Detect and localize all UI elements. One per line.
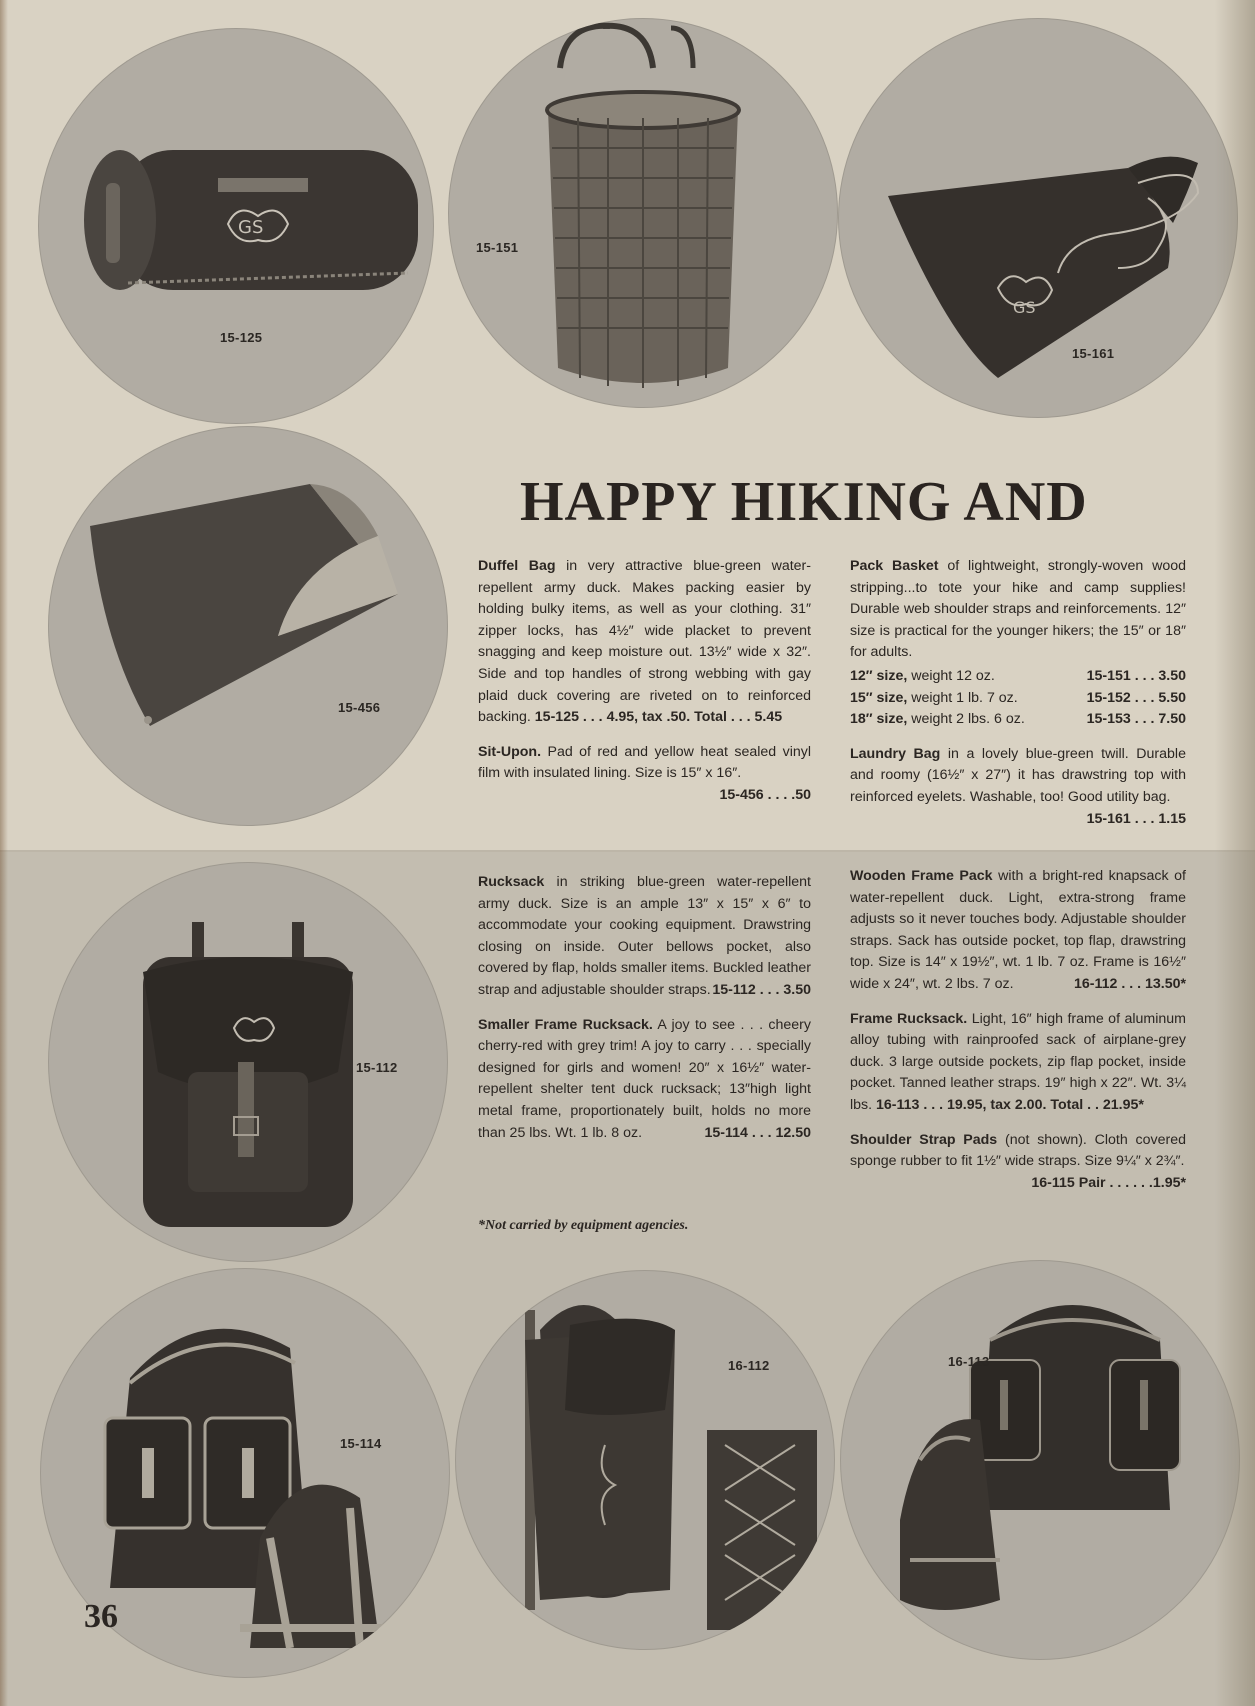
svg-text:GS: GS — [1013, 298, 1036, 317]
lower-left-column — [478, 872, 811, 1157]
wooden-frame-pack-photo — [455, 1270, 835, 1650]
rucksack-price: 15-112 . . . 3.50 — [712, 981, 811, 998]
shoulder-pads-price: 16-115 Pair . . . . . .1.95* — [1031, 1174, 1186, 1191]
duffel-text: in very attractive blue-green water-repellent army duck. Makes packing easier by holding bulky items, as well as your clothing. 31″ zipper locks, has 4½″ wide placket to prevent snagging and keep moisture out. 13½″ wide x 32″. Side and top handles of strong webbing with gay plaid duck covering are riveted on to reinforced backing. — [478, 558, 811, 726]
size-label: 18″ size, — [850, 711, 908, 728]
band-divider — [0, 850, 1255, 852]
shoulder-pads-description — [850, 1130, 1187, 1191]
size-weight: weight 12 oz. — [911, 667, 995, 684]
sit-upon-description — [478, 742, 811, 803]
sit-upon-name: Sit-Upon. — [478, 743, 542, 760]
laundry-code-label: 15-161 — [1072, 346, 1115, 361]
laundry-description — [850, 744, 1186, 827]
pack-basket-size-row — [850, 688, 1186, 710]
frame-rucksack-code-label: 16-113 — [948, 1354, 990, 1369]
laundry-bag-illustration — [838, 18, 1238, 418]
page-edge-left — [0, 0, 8, 1706]
duffel-code-label: 15-125 — [220, 330, 263, 345]
duffel-name: Duffel Bag — [478, 558, 556, 574]
sit-upon-photo — [48, 426, 448, 826]
smaller-frame-text: A joy to see . . . cheery cherry-red with grey trim! A joy to carry . . . specially designed for girls and women! 20″ x 16½″ water-repellent shelter tent duck rucksack; 13″high light metal frame, proportionately built, holds no more than 25 lbs. Wt. 1 lb. 8 oz. — [478, 1016, 811, 1141]
footnote: *Not carried by equipment agencies. — [478, 1218, 689, 1233]
smaller-frame-price: 15-114 . . . 12.50 — [704, 1124, 811, 1141]
laundry-text: in a lovely blue-green twill. Durable and roomy (16½″ x 27″) it has drawstring top with reinforced eyelets. Washable, too! Good utility bag. — [850, 745, 1186, 805]
smaller-frame-name: Smaller Frame Rucksack. — [478, 1016, 653, 1033]
frame-rucksack-description — [850, 1009, 1186, 1117]
pack-basket-photo — [448, 18, 838, 408]
duffel-bag-illustration — [38, 28, 434, 424]
frame-rucksack-text: Light, 16″ high frame of aluminum alloy tubing with rainproofed sack of airplane-grey duck. 3 large outside pockets, zip flap pocket, inside pocket. Tanned leather straps. 19″ high x 22″. Wt. 3¼ lbs. — [850, 1010, 1186, 1113]
duffel-price: 15-125 . . . 4.95, tax .50. Total . . . 5.45 — [534, 709, 783, 726]
frame-rucksack-name: Frame Rucksack. — [850, 1010, 968, 1027]
rucksack-text: in striking blue-green water-repellent army duck. Size is an ample 13″ x 15″ x 6″ to accommodate your cooking equipment. Drawstring closing on inside. Outer bellows pocket, also covered by flap, holds smaller items. Buckled leather strap and adjustable shoulder straps. — [478, 874, 811, 998]
shoulder-pads-text: (not shown). Cloth covered sponge rubber to fit 1½″ wide straps. Size 9¼″ x 2¾″. — [850, 1131, 1187, 1170]
svg-text:GS: GS — [238, 217, 264, 238]
page-edge-shadow — [1215, 0, 1255, 1706]
smaller-frame-description — [478, 1015, 811, 1145]
shoulder-pads-name: Shoulder Strap Pads — [850, 1131, 998, 1148]
laundry-name: Laundry Bag — [850, 745, 941, 762]
size-label: 12″ size, — [850, 667, 908, 684]
wooden-frame-price: 16-112 . . . 13.50* — [1073, 975, 1186, 992]
sit-upon-price: 15-456 . . . .50 — [719, 786, 811, 803]
sit-upon-code-label: 15-456 — [338, 700, 381, 715]
wooden-frame-code-label: 16-112 — [728, 1358, 770, 1373]
page-headline: HAPPY HIKING AND — [520, 471, 1088, 533]
size-price: 15-151 . . . 3.50 — [1086, 667, 1186, 684]
lower-right-column — [850, 866, 1186, 1194]
frame-rucksack-illustration — [840, 1260, 1240, 1660]
size-weight: weight 2 lbs. 6 oz. — [911, 711, 1025, 728]
pack-basket-illustration — [448, 18, 838, 408]
pack-basket-text: of lightweight, strongly-woven wood stripping...to tote your hike and camp supplies! Durable web shoulder straps and reinforcements. 12″ size is practical for the younger hikers; the 15″ or 18″ for adults. — [850, 558, 1187, 661]
upper-left-column — [478, 556, 811, 807]
sit-upon-illustration — [48, 426, 448, 826]
page-number: 36 — [84, 1598, 118, 1635]
sit-upon-text: Pad of red and yellow heat sealed vinyl film with insulated lining. Size is 15″ x 16″. — [478, 743, 811, 782]
size-weight: weight 1 lb. 7 oz. — [911, 689, 1018, 706]
pack-basket-size-row — [850, 666, 1186, 688]
rucksack-code-label: 15-112 — [356, 1060, 398, 1075]
pack-basket-size-row — [850, 709, 1186, 731]
upper-right-column — [850, 556, 1186, 830]
frame-rucksack-price: 16-113 . . . 19.95, tax 2.00. Total . . 21.95* — [876, 1096, 1144, 1113]
pack-basket-code-label: 15-151 — [476, 240, 519, 255]
duffel-description — [478, 556, 811, 729]
wooden-frame-description — [850, 866, 1186, 996]
smaller-frame-code-label: 15-114 — [340, 1436, 382, 1451]
pack-basket-name: Pack Basket — [850, 558, 939, 574]
pack-basket-description — [850, 556, 1186, 664]
size-label: 15″ size, — [850, 689, 908, 706]
wooden-frame-name: Wooden Frame Pack — [850, 868, 993, 884]
wooden-frame-pack-illustration — [455, 1270, 835, 1650]
duffel-bag-photo — [38, 28, 434, 424]
rucksack-description — [478, 872, 811, 1002]
frame-rucksack-photo — [840, 1260, 1240, 1660]
laundry-price: 15-161 . . . 1.15 — [1086, 810, 1186, 827]
laundry-bag-photo — [838, 18, 1238, 418]
rucksack-name: Rucksack — [478, 874, 545, 890]
wooden-frame-text: with a bright-red knapsack of water-repellent duck. Light, extra-strong frame adjusts so it never touches body. Adjustable shoulder straps. Sack has outside pocket, top flap, drawstring top. Size is 14″ x 19½″, wt. 1 lb. 7 oz. Frame is 16½″ wide x 24″, wt. 2 lbs. 7 oz. — [850, 868, 1186, 992]
size-price: 15-152 . . . 5.50 — [1086, 689, 1186, 706]
size-price: 15-153 . . . 7.50 — [1086, 711, 1186, 728]
